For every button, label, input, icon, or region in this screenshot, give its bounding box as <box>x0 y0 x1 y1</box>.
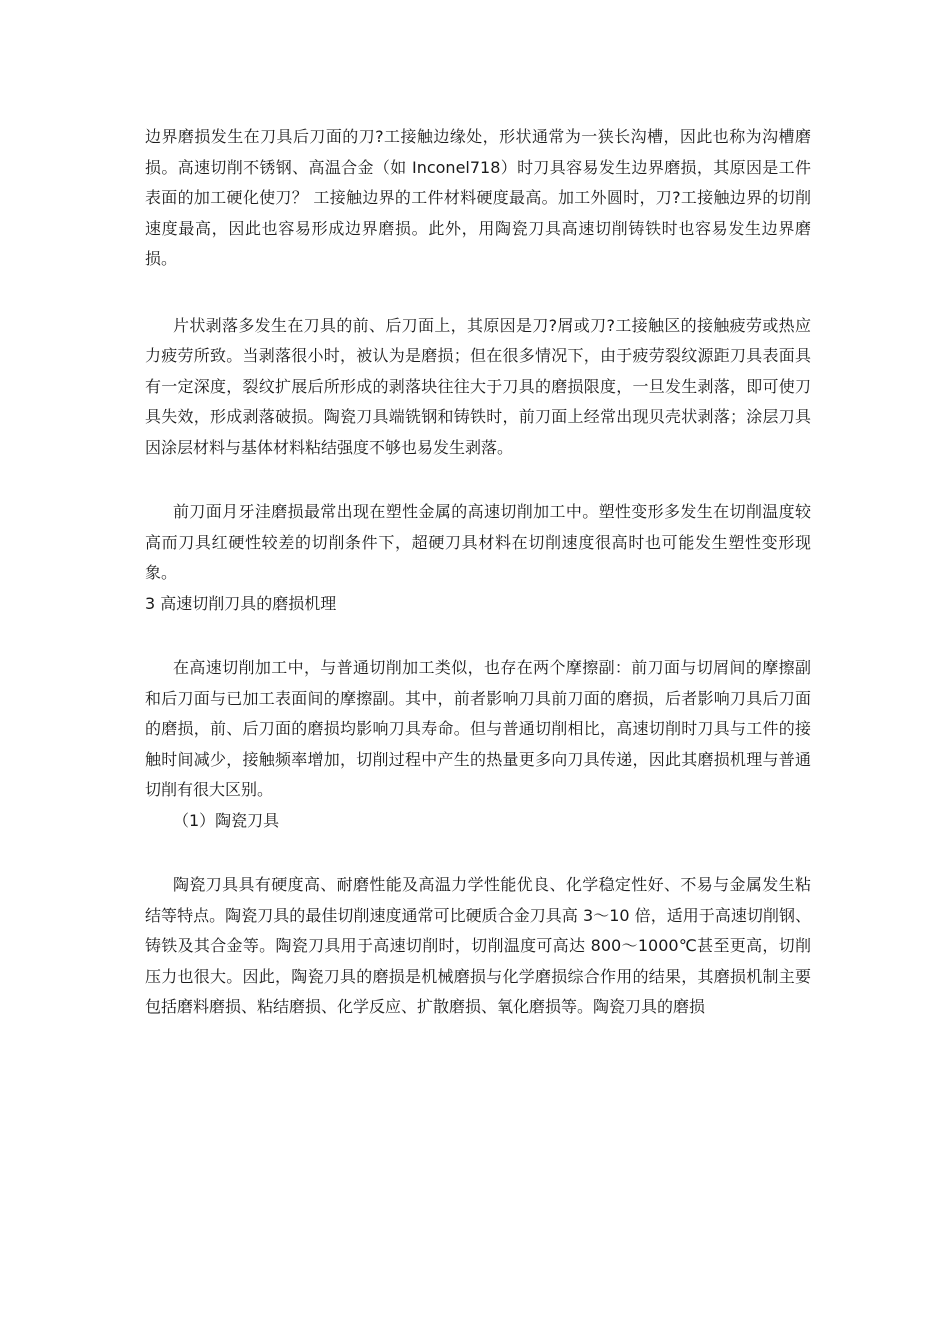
subsection-heading: （1）陶瓷刀具 <box>173 810 280 830</box>
paragraph-crater-wear: 前刀面月牙洼磨损最常出现在塑性金属的高速切削加工中。塑性变形多发生在切削温度较高而刀具红硬性较差的切削条件下，超硬刀具材料在切削速度很高时也可能发生塑性变形现象。 <box>145 502 811 582</box>
paragraph-ceramic-tools: 陶瓷刀具具有硬度高、耐磨性能及高温力学性能优良、化学稳定性好、不易与金属发生粘结等特点。陶瓷刀具的最佳切削速度通常可比硬质合金刀具高 3～10 倍，适用于高速切削钢、铸铁及其合金等。陶瓷刀具用于高速切削时，切削温度可高达 800～1000℃甚至更高，切削压力也很大。因此，陶瓷刀具的磨损是机械磨损与化学磨损综合作用的结果，其磨损机制主要包括磨料磨损、粘结磨损、化学反应、扩散磨损、氧化磨损等。陶瓷刀具的磨损 <box>145 875 811 1016</box>
section-heading: 3 高速切削刀具的磨损机理 <box>145 593 337 613</box>
paragraph-flaking: 片状剥落多发生在刀具的前、后刀面上，其原因是刀?屑或刀?工接触区的接触疲劳或热应力疲劳所致。当剥落很小时，被认为是磨损；但在很多情况下，由于疲劳裂纹源距刀具表面具有一定深度，裂纹扩展后所形成的剥落块往往大于刀具的磨损限度，一旦发生剥落，即可使刀具失效，形成剥落破损。陶瓷刀具端铣钢和铸铁时，前刀面上经常出现贝壳状剥落；涂层刀具因涂层材料与基体材料粘结强度不够也易发生剥落。 <box>145 315 811 457</box>
paragraph-wear-mechanism: 在高速切削加工中，与普通切削加工类似，也存在两个摩擦副：前刀面与切屑间的摩擦副和后刀面与已加工表面间的摩擦副。其中，前者影响刀具前刀面的磨损，后者影响刀具后刀面的磨损，前、后刀面的磨损均影响刀具寿命。但与普通切削相比，高速切削时刀具与工件的接触时间减少，接触频率增加，切削过程中产生的热量更多向刀具传递，因此其磨损机理与普通切削有很大区别。 <box>145 658 811 799</box>
paragraph-boundary-wear: 边界磨损发生在刀具后刀面的刀?工接触边缘处，形状通常为一狭长沟槽，因此也称为沟槽磨损。高速切削不锈钢、高温合金（如 Inconel718）时刀具容易发生边界磨损，其原因是工件表面的加工硬化使刀？ 工接触边界的工件材料硬度最高。加工外圆时，刀?工接触边界的切削速度最高，因此也容易形成边界磨损。此外，用陶瓷刀具高速切削铸铁时也容易发生边界磨损。 <box>145 127 811 268</box>
document-page <box>145 122 811 1023</box>
